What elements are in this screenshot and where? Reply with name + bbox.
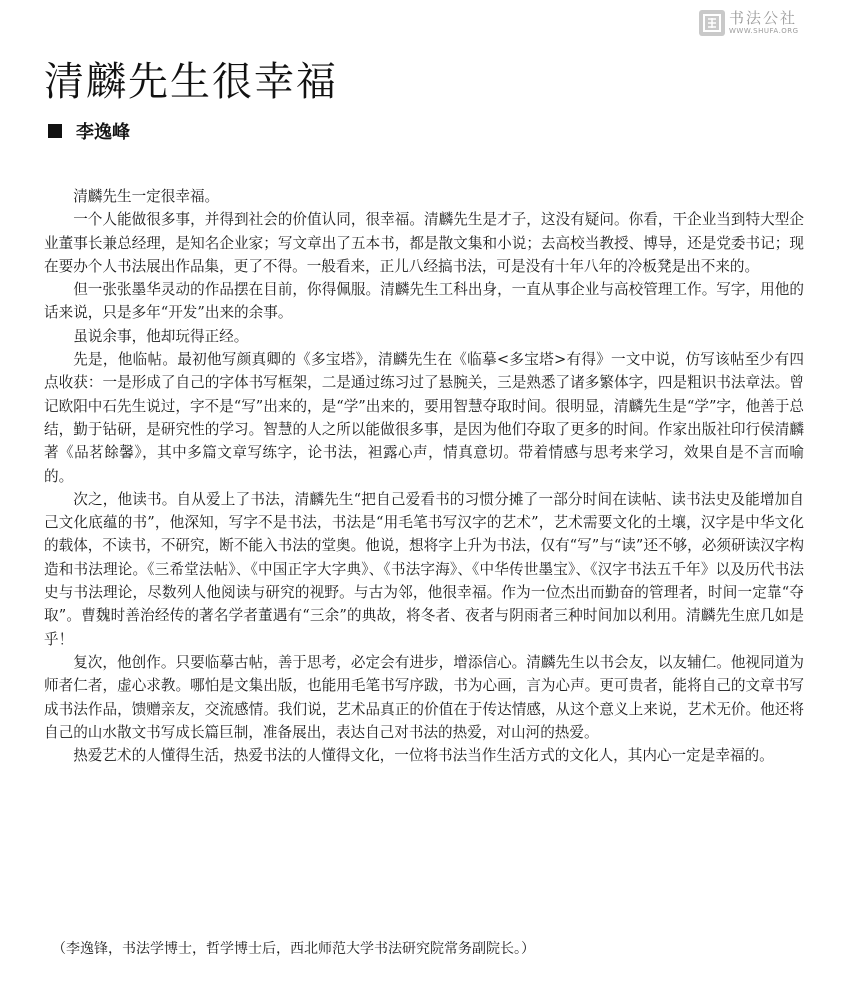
paragraph: 清麟先生一定很幸福。: [73, 188, 220, 205]
article-body: [44, 185, 804, 767]
author-name: 李逸峰: [76, 122, 130, 143]
seal-icon: [699, 10, 725, 36]
watermark-url: WWW.SHUFA.ORG: [729, 27, 799, 35]
paragraph: 虽说余事，他却玩得正经。: [73, 327, 249, 345]
paragraph: 一个人能做很多事，并得到社会的价值认同，很幸福。清麟先生是才子，这没有疑问。你看，干企业当到特大型企业董事长兼总经理，是知名企业家；写文章出了五本书，都是散文集和小说；去高校当教授、博导，还是党委书记；现在要办个人书法展出作品集，更了不得。一般看来，正儿八经搞书法，可是没有十年八年的冷板凳是出不来的。: [44, 211, 804, 275]
site-watermark: [699, 6, 849, 40]
paragraph: 次之，他读书。自从爱上了书法，清麟先生“把自己爱看书的习惯分摊了一部分时间在读帖、读书法史及能增加自己文化底蕴的书”，他深知，写字不是书法，书法是“用毛笔书写汉字的艺术”，艺术需要文化的土壤，汉字是中华文化的载体，不读书，不研究，断不能入书法的堂奥。他说，想将字上升为书法，仅有“写”与“读”还不够，必须研读汉字构造和书法理论。《三希堂法帖》、《中国正字大字典》、《书法字海》、《中华传世墨宝》、《汉字书法五千年》以及历代书法史与书法理论，尽数列人他阅读与研究的视野。与古为邻，他很幸福。作为一位杰出而勤奋的管理者，时间一定靠“夺取”。曹魏时善治经传的著名学者董遇有“三余”的典故，将冬者、夜者与阴雨者三种时间加以利用。清麟先生庶几如是乎！: [44, 490, 804, 648]
author-line: [48, 118, 130, 144]
paragraph: 热爱艺术的人懂得生活，热爱书法的人懂得文化，一位将书法当作生活方式的文化人，其内心一定是幸福的。: [73, 747, 774, 765]
paragraph: 但一张张墨华灵动的作品摆在目前，你得佩服。清麟先生工科出身，一直从事企业与高校管理工作。写字，用他的话来说，只是多年“开发”出来的余事。: [44, 281, 804, 322]
author-bio: （李逸锋，书法学博士，哲学博士后，西北师范大学书法研究院常务副院长。）: [52, 941, 535, 957]
paragraph: 复次，他创作。只要临摹古帖，善于思考，必定会有进步，增添信心。清麟先生以书会友，以友辅仁。他视同道为师者仁者，虚心求教。哪怕是文集出版，也能用毛笔书写序跋，书为心画，言为心声。更可贵者，能将自己的文章书写成书法作品，馈赠亲友，交流感情。我们说，艺术品真正的价值在于传达情感，从这个意义上来说，艺术无价。他还将自己的山水散文书写成长篇巨制，准备展出，表达自己对书法的热爱，对山河的热爱。: [44, 653, 804, 741]
article-title: 清麟先生很幸福: [44, 59, 338, 105]
watermark-name: 书法公社: [729, 9, 798, 27]
paragraph: 先是，他临帖。最初他写颜真卿的《多宝塔》，清麟先生在《临摹<多宝塔>有得》一文中说，仿写该帖至少有四点收获：一是形成了自己的字体书写框架，二是通过练习过了悬腕关，三是熟悉了诸多繁体字，四是粗识书法章法。曾记欧阳中石先生说过，字不是“写”出来的，是“学”出来的，要用智慧夺取时间。很明显，清麟先生是“学”字，他善于总结，勤于钻研，是研究性的学习。智慧的人之所以能做很多事，是因为他们夺取了更多的时间。作家出版社印行侯清麟著《品茗餘馨》，其中多篇文章写练字，论书法，袒露心声，情真意切。带着情感与思考来学习，效果自是不言而喻的。: [44, 351, 804, 485]
square-bullet-icon: [48, 124, 62, 138]
